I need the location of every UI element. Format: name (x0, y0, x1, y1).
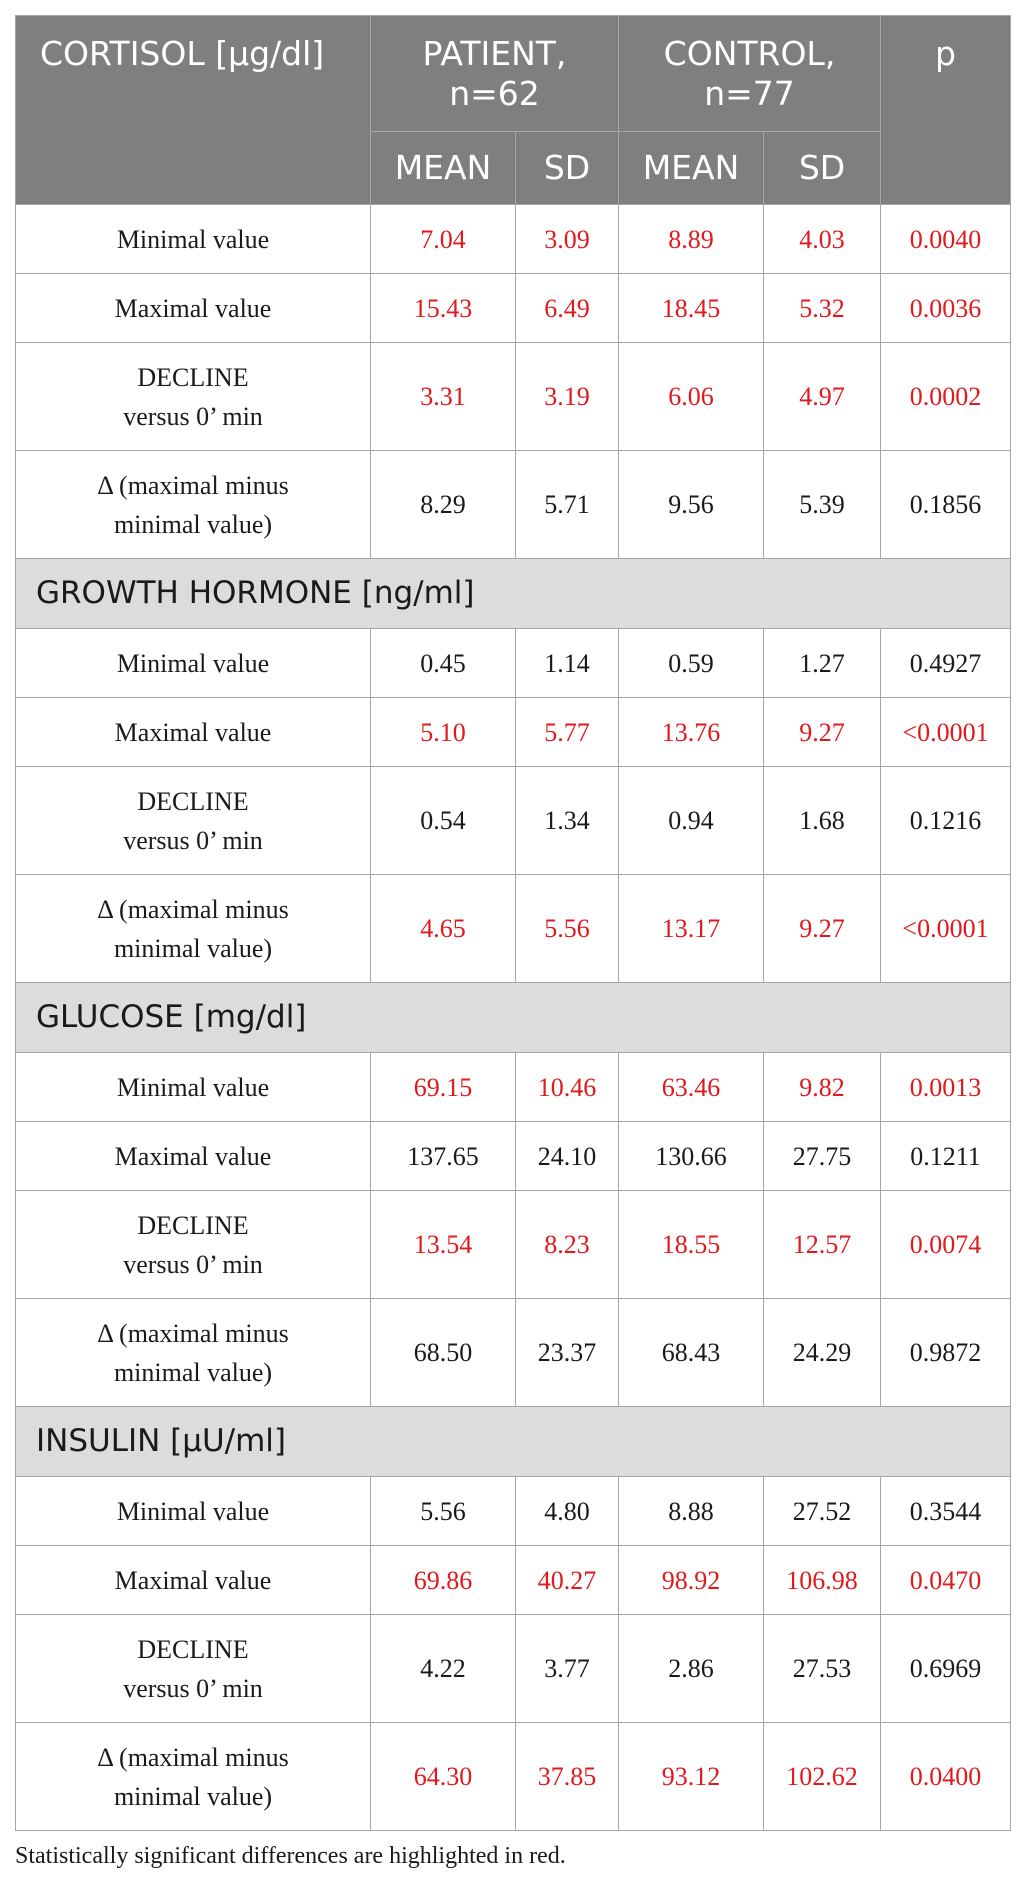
cell-p-value: 0.4927 (881, 629, 1011, 698)
table-row (16, 205, 1011, 274)
cell-control-mean: 18.45 (619, 274, 764, 343)
row-label: Maximal value (16, 274, 371, 343)
header-patient-sd: SD (516, 132, 619, 205)
row-label: DECLINE versus 0’ min (16, 767, 371, 875)
cell-control-sd: 1.68 (764, 767, 881, 875)
cell-control-sd: 5.39 (764, 451, 881, 559)
header-control-mean: MEAN (619, 132, 764, 205)
header-cortisol: CORTISOL [µg/dl] (16, 16, 371, 205)
row-label: Minimal value (16, 629, 371, 698)
cell-p-value: 0.1216 (881, 767, 1011, 875)
cell-p-value: 0.3544 (881, 1477, 1011, 1546)
cell-p-value: 0.0013 (881, 1053, 1011, 1122)
header-control-label: CONTROL, n=77 (663, 34, 836, 113)
table-row (16, 451, 1011, 559)
cell-patient-mean: 64.30 (371, 1723, 516, 1831)
row-label: DECLINE versus 0’ min (16, 343, 371, 451)
table-row (16, 274, 1011, 343)
table-row (16, 1191, 1011, 1299)
cell-patient-sd: 5.71 (516, 451, 619, 559)
cell-patient-mean: 69.15 (371, 1053, 516, 1122)
cell-p-value: <0.0001 (881, 875, 1011, 983)
header-patient-label: PATIENT, n=62 (422, 34, 567, 113)
cell-patient-mean: 5.10 (371, 698, 516, 767)
cell-control-sd: 4.97 (764, 343, 881, 451)
cell-control-mean: 18.55 (619, 1191, 764, 1299)
section-title: INSULIN [µU/ml] (16, 1407, 1011, 1477)
cell-control-mean: 0.94 (619, 767, 764, 875)
row-label: Minimal value (16, 1053, 371, 1122)
header-patient (371, 16, 619, 132)
cell-p-value: 0.0040 (881, 205, 1011, 274)
cell-control-sd: 27.75 (764, 1122, 881, 1191)
cell-patient-sd: 10.46 (516, 1053, 619, 1122)
cell-patient-sd: 3.19 (516, 343, 619, 451)
table-row (16, 1723, 1011, 1831)
header-control (619, 16, 881, 132)
cell-control-mean: 8.88 (619, 1477, 764, 1546)
cell-control-sd: 9.27 (764, 698, 881, 767)
cell-control-sd: 1.27 (764, 629, 881, 698)
row-label: Maximal value (16, 1546, 371, 1615)
cell-patient-sd: 6.49 (516, 274, 619, 343)
cell-control-sd: 12.57 (764, 1191, 881, 1299)
row-label: DECLINE versus 0’ min (16, 1615, 371, 1723)
table-header (16, 16, 1011, 205)
cell-control-sd: 24.29 (764, 1299, 881, 1407)
cell-control-mean: 0.59 (619, 629, 764, 698)
table-row (16, 767, 1011, 875)
cell-control-sd: 27.52 (764, 1477, 881, 1546)
cell-patient-sd: 8.23 (516, 1191, 619, 1299)
cell-control-mean: 8.89 (619, 205, 764, 274)
cell-patient-mean: 13.54 (371, 1191, 516, 1299)
table-row (16, 1546, 1011, 1615)
cell-p-value: 0.1856 (881, 451, 1011, 559)
cell-control-sd: 106.98 (764, 1546, 881, 1615)
section-title: GROWTH HORMONE [ng/ml] (16, 559, 1011, 629)
cell-patient-mean: 0.45 (371, 629, 516, 698)
cell-control-mean: 93.12 (619, 1723, 764, 1831)
table-row (16, 875, 1011, 983)
cell-patient-sd: 4.80 (516, 1477, 619, 1546)
cell-p-value: 0.0400 (881, 1723, 1011, 1831)
cell-patient-sd: 40.27 (516, 1546, 619, 1615)
cell-patient-sd: 23.37 (516, 1299, 619, 1407)
cell-control-sd: 9.27 (764, 875, 881, 983)
section-header-row (16, 1407, 1011, 1477)
cell-patient-sd: 1.14 (516, 629, 619, 698)
section-title: GLUCOSE [mg/dl] (16, 983, 1011, 1053)
table-row (16, 629, 1011, 698)
row-label: DECLINE versus 0’ min (16, 1191, 371, 1299)
cell-patient-mean: 5.56 (371, 1477, 516, 1546)
cell-p-value: 0.0470 (881, 1546, 1011, 1615)
cell-patient-mean: 4.22 (371, 1615, 516, 1723)
table-row (16, 1299, 1011, 1407)
cell-patient-mean: 137.65 (371, 1122, 516, 1191)
row-label: Δ (maximal minus minimal value) (16, 1723, 371, 1831)
cell-patient-mean: 15.43 (371, 274, 516, 343)
table-row (16, 1122, 1011, 1191)
cell-control-mean: 13.17 (619, 875, 764, 983)
cell-p-value: 0.0036 (881, 274, 1011, 343)
cell-control-mean: 9.56 (619, 451, 764, 559)
cell-control-sd: 9.82 (764, 1053, 881, 1122)
cell-control-mean: 2.86 (619, 1615, 764, 1723)
cell-control-sd: 102.62 (764, 1723, 881, 1831)
header-patient-mean: MEAN (371, 132, 516, 205)
section-header-row (16, 559, 1011, 629)
row-label: Δ (maximal minus minimal value) (16, 875, 371, 983)
cell-patient-mean: 68.50 (371, 1299, 516, 1407)
table-body (16, 205, 1011, 1831)
cell-patient-mean: 3.31 (371, 343, 516, 451)
table-row (16, 1053, 1011, 1122)
cell-control-mean: 6.06 (619, 343, 764, 451)
row-label: Maximal value (16, 698, 371, 767)
cell-control-mean: 98.92 (619, 1546, 764, 1615)
table-row (16, 343, 1011, 451)
footnote: Statistically significant differences are highlighted in red. (15, 1843, 566, 1869)
cell-p-value: 0.0002 (881, 343, 1011, 451)
row-label: Δ (maximal minus minimal value) (16, 1299, 371, 1407)
cell-patient-sd: 5.77 (516, 698, 619, 767)
cell-control-sd: 27.53 (764, 1615, 881, 1723)
cell-p-value: 0.1211 (881, 1122, 1011, 1191)
cell-patient-sd: 3.09 (516, 205, 619, 274)
cell-patient-mean: 7.04 (371, 205, 516, 274)
cell-patient-sd: 37.85 (516, 1723, 619, 1831)
cell-p-value: 0.0074 (881, 1191, 1011, 1299)
cell-patient-mean: 4.65 (371, 875, 516, 983)
cell-control-mean: 63.46 (619, 1053, 764, 1122)
section-header-row (16, 983, 1011, 1053)
table-row (16, 698, 1011, 767)
cell-p-value: <0.0001 (881, 698, 1011, 767)
header-p: p (881, 16, 1011, 205)
header-control-sd: SD (764, 132, 881, 205)
results-table (15, 15, 1011, 1831)
cell-patient-mean: 8.29 (371, 451, 516, 559)
cell-patient-sd: 24.10 (516, 1122, 619, 1191)
table-row (16, 1477, 1011, 1546)
row-label: Minimal value (16, 205, 371, 274)
cell-control-mean: 68.43 (619, 1299, 764, 1407)
cell-p-value: 0.6969 (881, 1615, 1011, 1723)
cell-patient-sd: 1.34 (516, 767, 619, 875)
cell-control-mean: 13.76 (619, 698, 764, 767)
cell-control-mean: 130.66 (619, 1122, 764, 1191)
cell-p-value: 0.9872 (881, 1299, 1011, 1407)
cell-control-sd: 5.32 (764, 274, 881, 343)
cell-patient-mean: 69.86 (371, 1546, 516, 1615)
cell-patient-sd: 5.56 (516, 875, 619, 983)
cell-control-sd: 4.03 (764, 205, 881, 274)
row-label: Minimal value (16, 1477, 371, 1546)
table-row (16, 1615, 1011, 1723)
row-label: Δ (maximal minus minimal value) (16, 451, 371, 559)
cell-patient-mean: 0.54 (371, 767, 516, 875)
row-label: Maximal value (16, 1122, 371, 1191)
cell-patient-sd: 3.77 (516, 1615, 619, 1723)
